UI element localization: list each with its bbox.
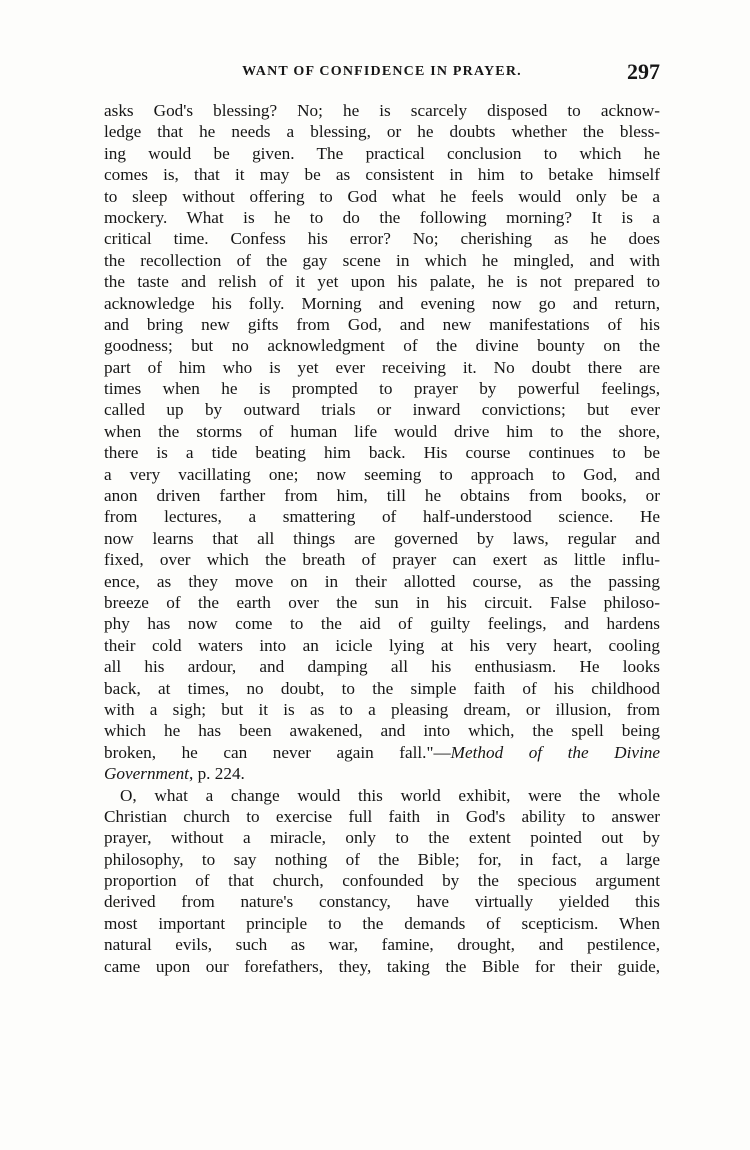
text-line: natural evils, such as war, famine, drought, and pestilence, [104,935,660,955]
text-line: derived from nature's constancy, have virtually yielded this [104,892,660,912]
page-number: 297 [627,59,660,84]
text-line: back, at times, no doubt, to the simple faith of his childhood [104,678,660,698]
text-line: proportion of that church, confounded by the specious argument [104,871,660,891]
text-line: acknowledge his folly. Morning and evening now go and return, [104,293,660,313]
text-line: phy has now come to the aid of guilty feelings, and hardens [104,614,660,634]
text-line: goodness; but no acknowledgment of the divine bounty on the [104,336,660,356]
text-line: breeze of the earth over the sun in his circuit. False philoso- [104,592,660,612]
citation-title-continued: Government [104,764,189,784]
text-line: their cold waters into an icicle lying at his very heart, cooling [104,635,660,655]
text-line: ledge that he needs a blessing, or he doubts whether the bless- [104,122,660,142]
text-line: ence, as they move on in their allotted course, as the passing [104,571,660,591]
citation-lead: broken, he can never again fall."— [104,742,451,762]
text-line: now learns that all things are governed by laws, regular and [104,528,660,548]
text-line: part of him who is yet ever receiving it. No doubt there are [104,357,660,377]
text-line: critical time. Confess his error? No; cherishing as he does [104,229,660,249]
text-line: a very vacillating one; now seeming to approach to God, and [104,464,660,484]
text-line: the recollection of the gay scene in which he mingled, and with [104,250,660,270]
text-line: and bring new gifts from God, and new manifestations of his [104,314,660,334]
text-line: from lectures, a smattering of half-understood science. He [104,507,660,527]
text-line: all his ardour, and damping all his enthusiasm. He looks [104,657,660,677]
text-line: when the storms of human life would drive him to the shore, [104,421,660,441]
citation-page-ref: , p. 224. [188,764,245,784]
citation-title: Method of the Divine [450,742,660,762]
text-line: asks God's blessing? No; he is scarcely disposed to acknow- [104,101,660,120]
citation-line [104,763,660,784]
text-line: fixed, over which the breath of prayer can exert as little influ- [104,550,660,570]
text-line: which he has been awakened, and into which, the spell being [104,721,660,741]
text-line: with a sigh; but it is as to a pleasing dream, or illusion, from [104,699,660,719]
text-line: mockery. What is he to do the following morning? It is a [104,207,660,227]
text-line: times when he is prompted to prayer by powerful feelings, [104,379,660,399]
text-line: Christian church to exercise full faith in God's ability to answer [104,806,660,826]
text-line: ing would be given. The practical conclusion to which he [104,143,660,163]
body-text [104,100,660,977]
text-line: called up by outward trials or inward convictions; but ever [104,400,660,420]
text-line: came upon our forefathers, they, taking the Bible for their guide, [104,956,660,976]
text-line: comes is, that it may be as consistent in him to betake himself [104,165,660,185]
paragraph-first-line: O, what a change would this world exhibit, were the whole [120,785,660,805]
text-line: to sleep without offering to God what he feels would only be a [104,186,660,206]
text-line: philosophy, to say nothing of the Bible; for, in fact, a large [104,849,660,869]
text-line: most important principle to the demands of scepticism. When [104,913,660,933]
text-line: there is a tide beating him back. His course continues to be [104,443,660,463]
running-title: WANT OF CONFIDENCE IN PRAYER. [242,64,522,79]
running-head [104,59,660,88]
citation-line [104,742,660,763]
text-line: anon driven farther from him, till he obtains from books, or [104,486,660,506]
text-line: prayer, without a miracle, only to the extent pointed out by [104,828,660,848]
text-line: the taste and relish of it yet upon his palate, he is not prepared to [104,272,660,292]
